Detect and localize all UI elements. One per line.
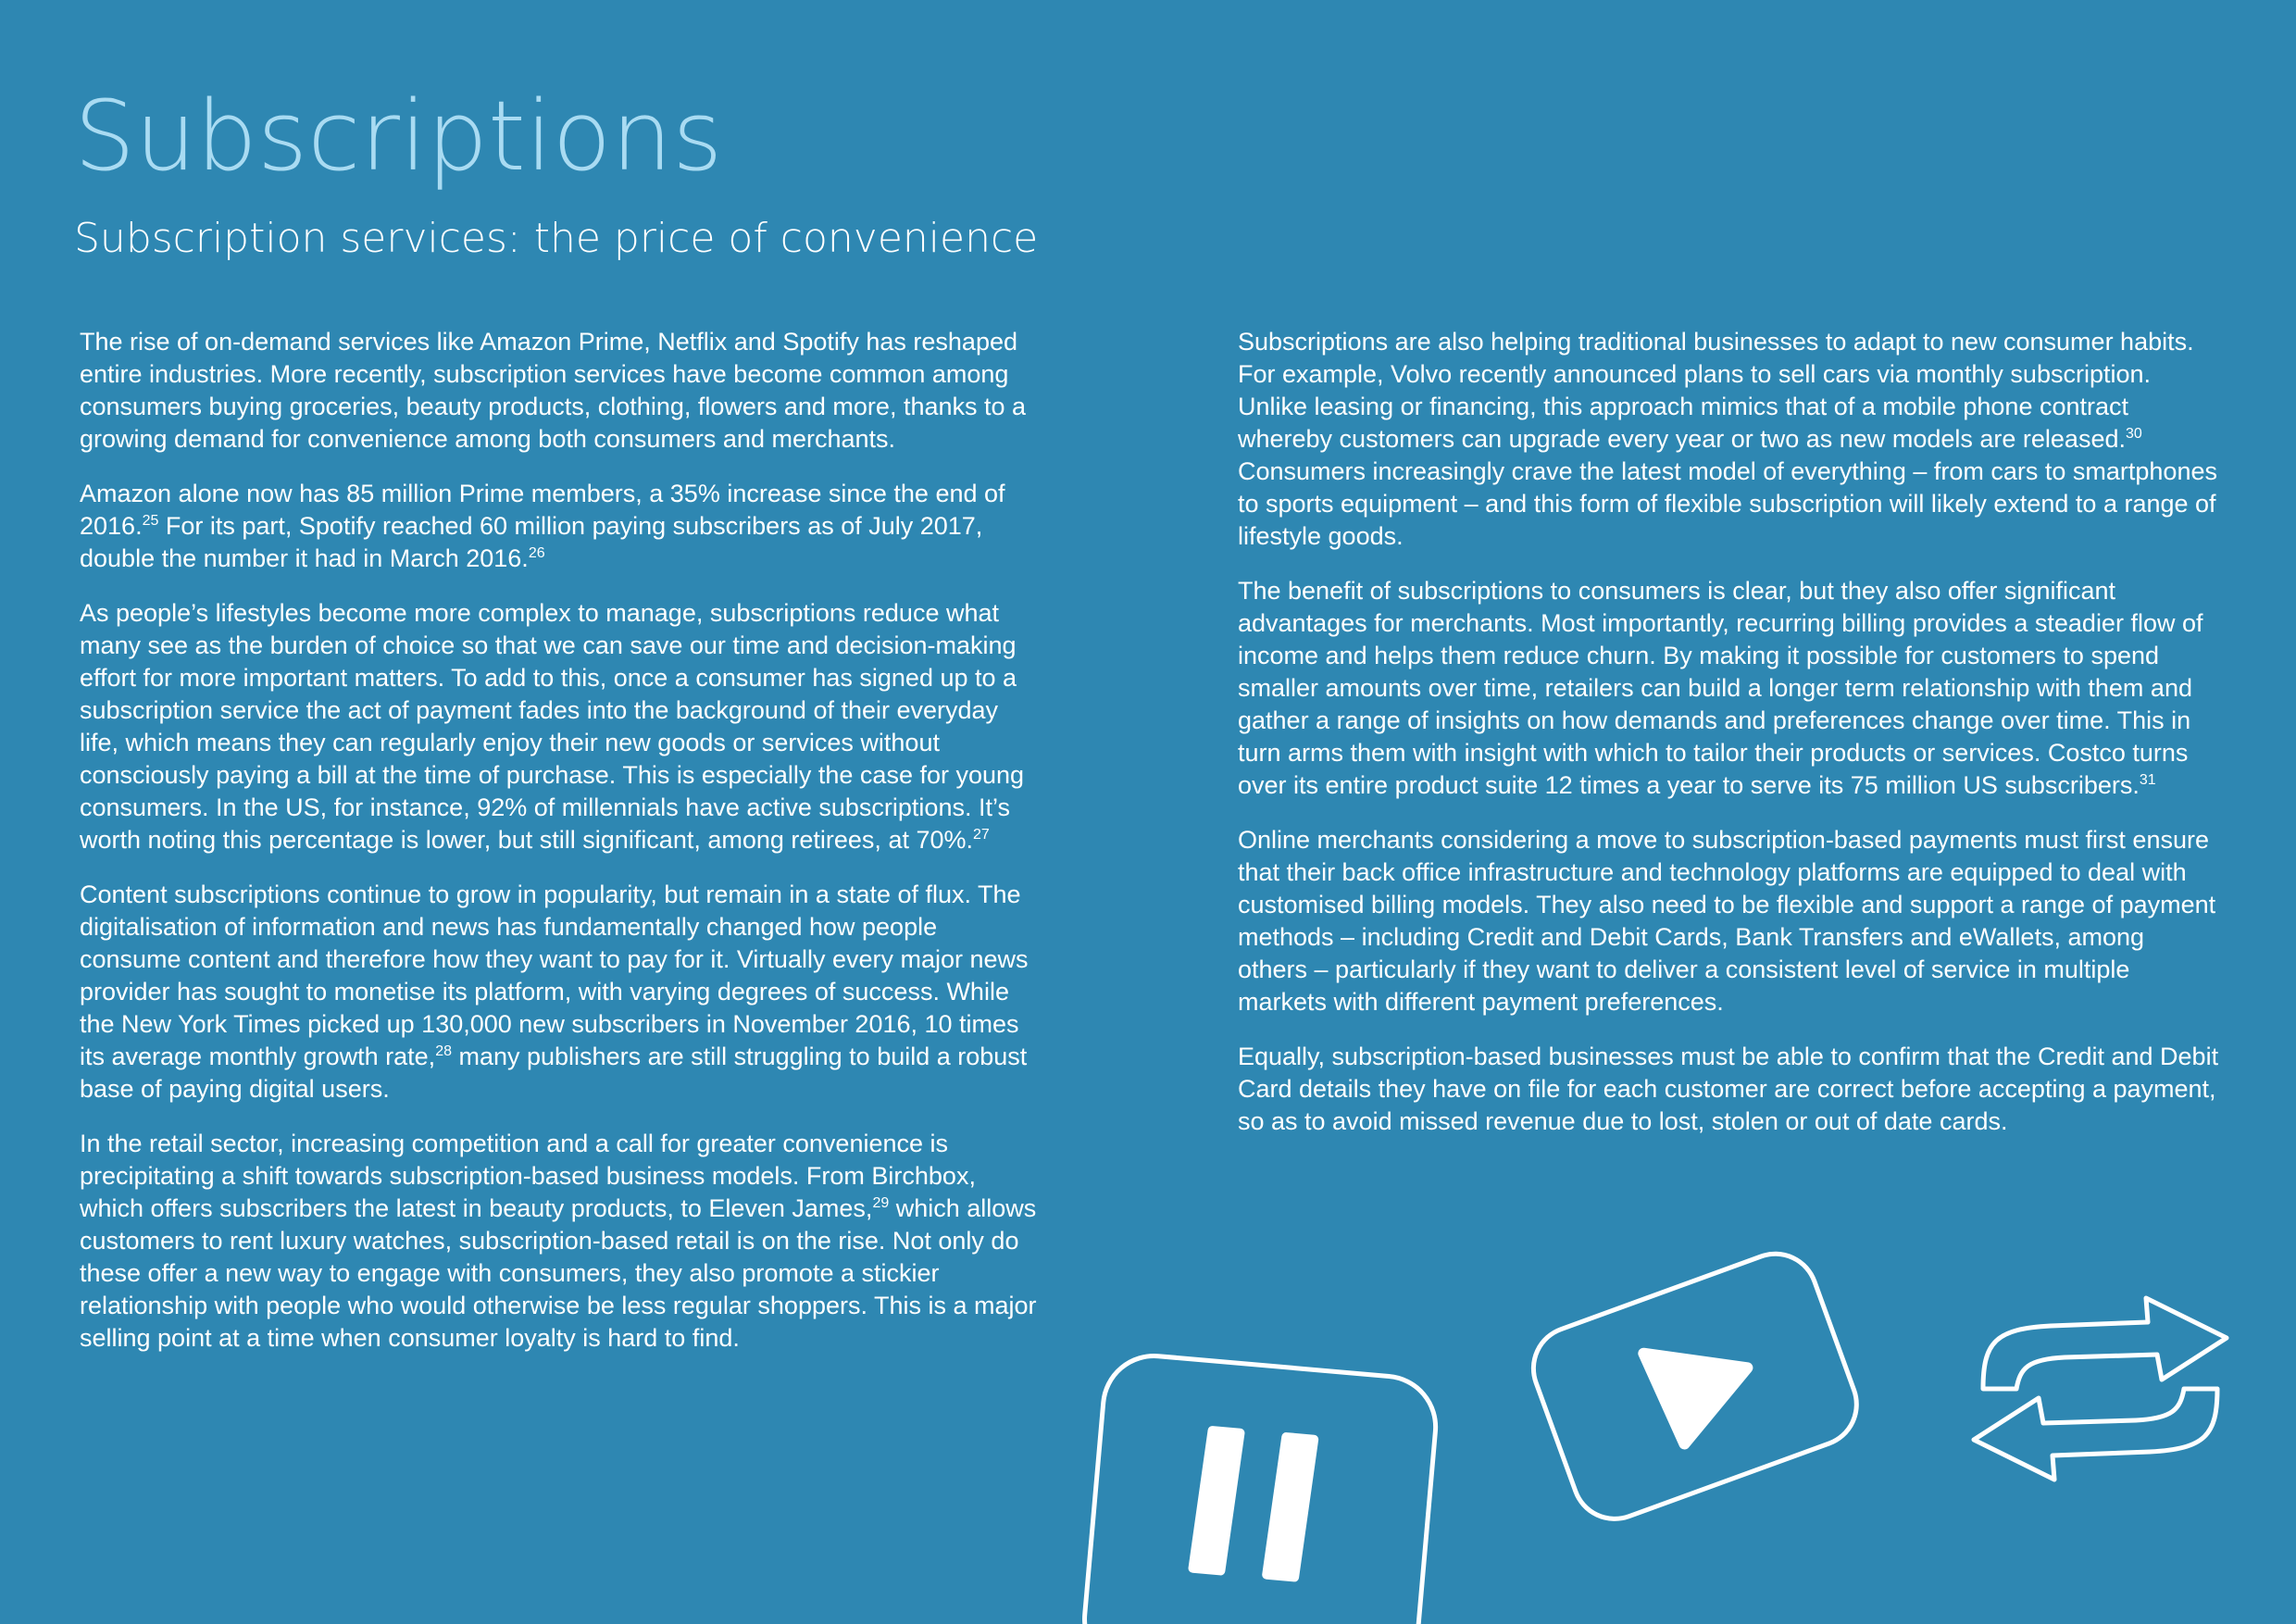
play-icon bbox=[1528, 1241, 1861, 1528]
right-column bbox=[1238, 326, 2219, 1160]
footnote-ref: 31 bbox=[2139, 772, 2156, 788]
pause-icon bbox=[1065, 1343, 1454, 1624]
footnote-ref: 28 bbox=[435, 1043, 452, 1059]
footnote-ref: 26 bbox=[528, 545, 545, 561]
paragraph: As people’s lifestyles become more complex to manage, subscriptions reduce what many see as the burden of choice so that we can save our time and decision-making effort for more important matters. To add to this, once a consumer has signed up to a subscription service the act of payment fades into the background of their everyday life, which means they can regularly enjoy their new goods or services without consciously paying a bill at the time of purchase. This is especially the case for young consumers. In the US, for instance, 92% of millennials have active subscriptions. It’s worth noting this percentage is lower, but still significant, among retirees, at 70%.$^{27}$ bbox=[80, 599, 1025, 854]
footnote-ref: 25 bbox=[142, 513, 159, 529]
paragraph: The rise of on-demand services like Amazon Prime, Netflix and Spotify has reshaped entire industries. More recently, subscription services have become common among consumers buying groceries, beauty products, clothing, flowers and more, thanks to a growing demand for convenience among both consumers and merchants. bbox=[80, 328, 1027, 453]
paragraph: Content subscriptions continue to grow in popularity, but remain in a state of flux. The digitalisation of information and news has fundamentally changed how people consume content and therefore how they want to pay for it. Virtually every major news provider has sought to monetise its platform, with varying degrees of success. While the New York Times picked up 130,000 new subscribers in November 2016, 10 times its average monthly growth rate,$^{28}$ many publishers are still struggling to build a robust base of paying digital users. bbox=[80, 881, 1029, 1103]
repeat-icon bbox=[1963, 1259, 2240, 1518]
paragraph: In the retail sector, increasing competition and a call for greater convenience is precipitating a shift towards subscription-based business models. From Birchbox, which offers subscribers the latest in beauty products, to Eleven James,$^{29}$ which allows customers to rent luxury watches, subscription-based retail is on the rise. Not only do these offer a new way to engage with consumers, they also promote a stickier relationship with people who would otherwise be less regular shoppers. This is a major selling point at a time when consumer loyalty is hard to find. bbox=[80, 1130, 1037, 1352]
paragraph: Subscriptions are also helping traditional businesses to adapt to new consumer habits. For example, Volvo recently announced plans to sell cars via monthly subscription. Unlike leasing or financing, this approach mimics that of a mobile phone contract whereby customers can upgrade every year or two as new models are released.$^{30}$ Consumers increasingly crave the latest model of everything – from cars to smartphones to sports equipment – and this form of flexible subscription will likely extend to a range of lifestyle goods. bbox=[1238, 328, 2217, 550]
paragraph: The benefit of subscriptions to consumers is clear, but they also offer significant advantages for merchants. Most importantly, recurring billing provides a steadier flow of income and helps them reduce churn. By making it possible for customers to spend smaller amounts over time, retailers can build a longer term relationship with them and gather a range of insights on how demands and preferences change over time. This in turn arms them with insight with which to tailor their products or services. Costco turns over its entire product suite 12 times a year to serve its 75 million US subscribers.$^{31}$ bbox=[1238, 577, 2203, 799]
page-subtitle: Subscription services: the price of convenience bbox=[74, 215, 1039, 262]
paragraph: Equally, subscription-based businesses must be able to confirm that the Credit and Debit Card details they have on file for each customer are correct before accepting a payment, so as to avoid missed revenue due to lost, stolen or out of date cards. bbox=[1238, 1043, 2219, 1135]
paragraph: Amazon alone now has 85 million Prime members, a 35% increase since the end of 2016.25 For its part, Spotify reached 60 million paying subscribers as of July 2017, double the number it had in March 2016.26 bbox=[80, 480, 1005, 572]
footnote-ref: 27 bbox=[973, 827, 990, 843]
page-title: Subscriptions bbox=[74, 80, 723, 193]
footnote-ref: 29 bbox=[872, 1195, 890, 1211]
left-column bbox=[80, 326, 1042, 1377]
paragraph: Online merchants considering a move to subscription-based payments must first ensure that their back office infrastructure and technology platforms are equipped to deal with customised billing models. They also need to be flexible and support a range of payment methods – including Credit and Debit Cards, Bank Transfers and eWallets, among others – particularly if they want to deliver a consistent level of service in multiple markets with different payment preferences. bbox=[1238, 826, 2216, 1016]
footnote-ref: 30 bbox=[2125, 426, 2142, 442]
